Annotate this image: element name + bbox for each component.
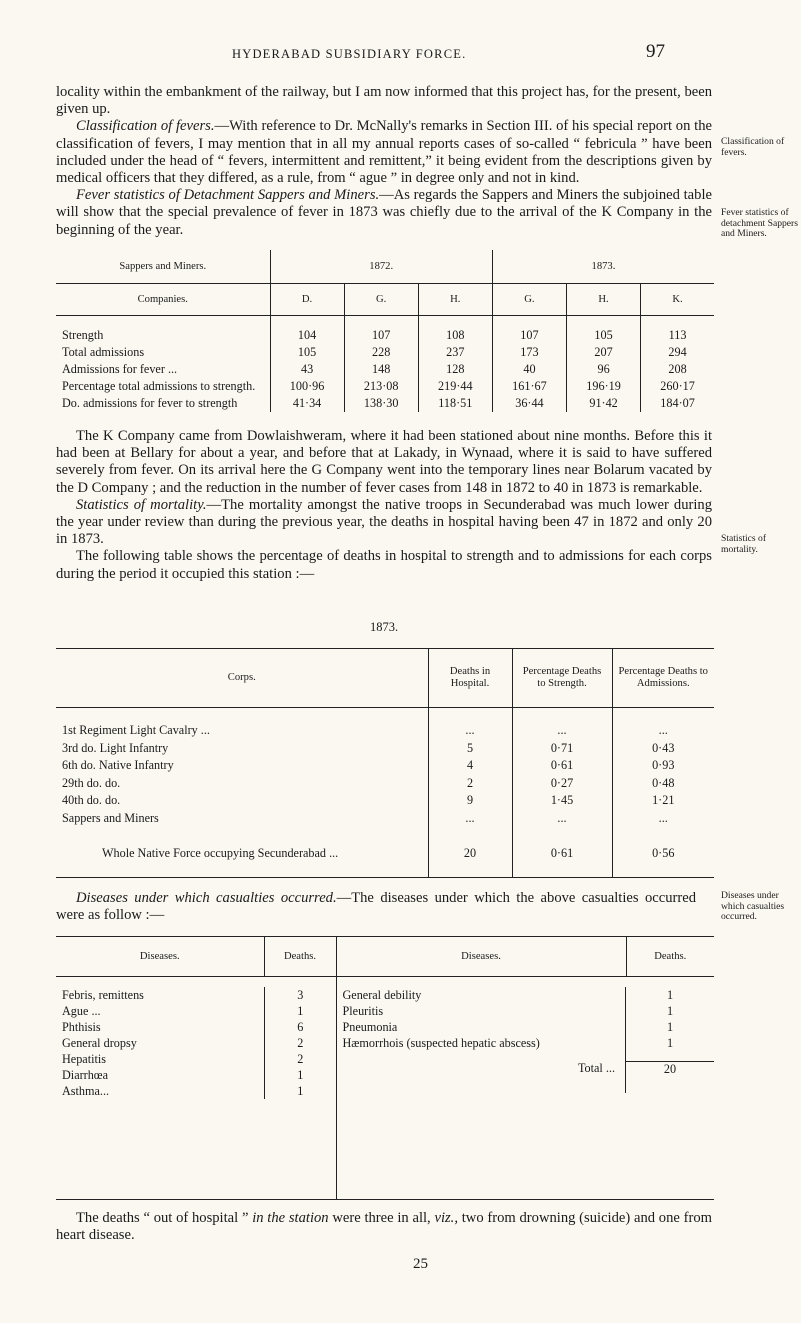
table-row xyxy=(56,774,714,792)
table-row xyxy=(56,756,714,774)
row-value: 118·51 xyxy=(418,395,492,412)
margin-note-fever-stats: Fever statistics of detachment Sappers and Miners. xyxy=(721,207,798,239)
companies-label: Companies. xyxy=(56,284,270,316)
disease-name: Asthma... xyxy=(62,1084,110,1098)
row-value: 196·19 xyxy=(567,378,641,395)
header-title: HYDERABAD SUBSIDIARY FORCE. xyxy=(232,47,467,61)
col-deaths-right: Deaths. xyxy=(626,937,714,977)
cell-corps: 29th do. do. xyxy=(62,775,121,790)
paragraph-text: —As regards the Sappers and Miners the subjoined table will show that the special prevalence of fever in 1873 was chiefly due to the arrival of the K Company in the beginning of the year. xyxy=(56,187,712,238)
row-value: 228 xyxy=(344,344,418,361)
disease-name: General debility xyxy=(342,988,422,1002)
disease-deaths: 1 xyxy=(265,1083,336,1099)
disease-deaths: 2 xyxy=(265,1051,336,1067)
cell-deaths: 5 xyxy=(428,739,512,757)
row-value: 260·17 xyxy=(641,378,714,395)
diseases-total: 20 xyxy=(626,1061,715,1077)
disease-name: Ague ... xyxy=(62,1004,101,1018)
row-label: Admissions for fever ... xyxy=(62,362,178,377)
year-1873: 1873. xyxy=(492,250,714,284)
disease-deaths: 1 xyxy=(265,1003,336,1019)
cell-corps: 3rd do. Light Infantry xyxy=(62,740,169,755)
paragraph-text: —The mortality amongst the native troops in Secunderabad was much lower during the year under review than during the previous year, the deaths in hospital having been 47 in 1872 and only 20 in 1873. xyxy=(56,496,713,548)
diseases-table xyxy=(56,936,714,1200)
row-value: 207 xyxy=(567,344,641,361)
disease-name: Phthisis xyxy=(62,1020,101,1034)
paragraph-mortality xyxy=(56,497,712,549)
table-row xyxy=(56,316,714,344)
table-row xyxy=(56,395,714,412)
row-value: 219·44 xyxy=(418,378,492,395)
row-value: 105 xyxy=(270,344,344,361)
diseases-left-cell xyxy=(56,977,336,1200)
body-block-4 xyxy=(56,1210,712,1244)
cell-strength: 1·45 xyxy=(512,791,612,809)
diseases-right xyxy=(337,987,715,1093)
cell-strength: 0·71 xyxy=(512,739,612,757)
disease-row xyxy=(337,1019,715,1035)
diseases-left xyxy=(56,987,336,1099)
row-label: Total admissions xyxy=(62,345,145,360)
margin-note-mortality: Statistics of mortality. xyxy=(721,533,767,555)
disease-row xyxy=(56,1035,336,1051)
table-row xyxy=(56,708,714,739)
year-1872: 1872. xyxy=(270,250,492,284)
row-value: 36·44 xyxy=(492,395,566,412)
table-row xyxy=(56,739,714,757)
cell-deaths: 9 xyxy=(428,791,512,809)
total-strength: 0·61 xyxy=(512,827,612,878)
table-row xyxy=(56,378,714,395)
paragraph-lead: Classification of fevers. xyxy=(76,118,215,135)
row-label: Strength xyxy=(62,328,104,343)
paragraph-diseases xyxy=(56,890,696,924)
disease-row xyxy=(337,1003,715,1019)
cell-corps: 1st Regiment Light Cavalry ... xyxy=(62,722,210,737)
disease-deaths: 1 xyxy=(626,987,715,1003)
disease-row xyxy=(56,1003,336,1019)
row-value: 128 xyxy=(418,361,492,378)
table-row xyxy=(56,809,714,827)
col-corps: Corps. xyxy=(56,649,428,708)
col-disease-right: Diseases. xyxy=(336,937,626,977)
disease-row xyxy=(56,1051,336,1067)
cell-admissions: 0·48 xyxy=(612,774,714,792)
row-value: 40 xyxy=(492,361,566,378)
disease-name: Hæmorrhois (suspected hepatic abscess) xyxy=(342,1036,540,1050)
col-pct-admissions: Percentage Deaths to Admissions. xyxy=(612,649,714,708)
cell-deaths: 4 xyxy=(428,756,512,774)
row-value: 148 xyxy=(344,361,418,378)
row-value: 104 xyxy=(270,316,344,344)
row-label: Do. admissions for fever to strength xyxy=(62,396,238,411)
disease-name: General dropsy xyxy=(62,1036,137,1050)
col-disease-left: Diseases. xyxy=(56,937,264,977)
table-caption: 1873. xyxy=(370,620,399,634)
text-c: were three in all, xyxy=(332,1210,431,1226)
disease-deaths: 2 xyxy=(265,1035,336,1051)
company-header: G. xyxy=(344,284,418,316)
body-block-3 xyxy=(56,890,696,924)
cell-deaths: 2 xyxy=(428,774,512,792)
text-d: viz., xyxy=(434,1210,458,1226)
disease-name: Pleuritis xyxy=(342,1004,384,1018)
row-value: 43 xyxy=(270,361,344,378)
mortality-table xyxy=(56,648,714,878)
signature-mark: 25 xyxy=(413,1256,428,1272)
table-row xyxy=(56,361,714,378)
row-value: 108 xyxy=(418,316,492,344)
diseases-total-label: Total ... xyxy=(577,1061,615,1076)
disease-deaths: 1 xyxy=(626,1035,715,1051)
disease-row xyxy=(56,987,336,1003)
paragraph-classification xyxy=(56,118,712,187)
row-value: 91·42 xyxy=(567,395,641,412)
cell-deaths: ... xyxy=(428,708,512,739)
disease-row xyxy=(56,1019,336,1035)
disease-row xyxy=(337,987,715,1003)
row-value: 41·34 xyxy=(270,395,344,412)
row-value: 113 xyxy=(641,316,714,344)
disease-name: Diarrhœa xyxy=(62,1068,109,1082)
disease-name: Febris, remittens xyxy=(62,988,144,1002)
cell-deaths: ... xyxy=(428,809,512,827)
row-value: 294 xyxy=(641,344,714,361)
disease-deaths: 6 xyxy=(265,1019,336,1035)
cell-corps: 40th do. do. xyxy=(62,793,121,808)
paragraph-out-of-hospital xyxy=(56,1210,712,1244)
table-head: Sappers and Miners. xyxy=(56,250,270,284)
table-row xyxy=(56,791,714,809)
total-corps: Whole Native Force occupying Secunderabad ... xyxy=(56,827,428,878)
company-header: H. xyxy=(567,284,641,316)
paragraph-text: —The diseases under which the above casualties occurred were as follow :— xyxy=(56,890,696,924)
paragraph-1: locality within the embankment of the railway, but I am now informed that this project has, for the present, been given up. xyxy=(56,84,712,118)
disease-row xyxy=(56,1083,336,1099)
total-deaths: 20 xyxy=(428,827,512,878)
cell-strength: 0·61 xyxy=(512,756,612,774)
total-row xyxy=(56,827,714,878)
row-value: 100·96 xyxy=(270,378,344,395)
disease-row xyxy=(337,1035,715,1051)
cell-corps: 6th do. Native Infantry xyxy=(62,758,174,773)
disease-deaths: 3 xyxy=(265,987,336,1003)
paragraph-following-table: The following table shows the percentage of deaths in hospital to strength and to admissions for each corps during the period it occupied this station :— xyxy=(56,548,712,582)
running-header xyxy=(0,41,801,65)
diseases-right-cell xyxy=(336,977,714,1200)
disease-row xyxy=(56,1067,336,1083)
paragraph-lead: Statistics of mortality. xyxy=(76,496,207,513)
row-value: 105 xyxy=(567,316,641,344)
margin-note-classification: Classification of fevers. xyxy=(721,136,785,158)
row-value: 208 xyxy=(641,361,714,378)
page-number: 97 xyxy=(646,41,665,62)
cell-corps: Sappers and Miners xyxy=(62,810,159,825)
col-deaths: Deaths in Hospital. xyxy=(428,649,512,708)
cell-admissions: ... xyxy=(612,809,714,827)
row-value: 184·07 xyxy=(641,395,714,412)
cell-admissions: 1·21 xyxy=(612,791,714,809)
company-header: G. xyxy=(492,284,566,316)
total-admissions: 0·56 xyxy=(612,827,714,878)
row-value: 107 xyxy=(492,316,566,344)
cell-admissions: ... xyxy=(612,708,714,739)
row-value: 173 xyxy=(492,344,566,361)
row-value: 107 xyxy=(344,316,418,344)
row-value: 213·08 xyxy=(344,378,418,395)
body-block-2 xyxy=(56,428,712,583)
table-row xyxy=(56,344,714,361)
row-label: Percentage total admissions to strength. xyxy=(62,379,256,394)
body-block-1 xyxy=(56,84,712,239)
paragraph-lead: Fever statistics of Detachment Sappers and Miners. xyxy=(76,187,380,204)
cell-strength: 0·27 xyxy=(512,774,612,792)
row-value: 96 xyxy=(567,361,641,378)
paragraph-lead: Diseases under which casualties occurred. xyxy=(76,890,337,906)
cell-admissions: 0·43 xyxy=(612,739,714,757)
col-deaths-left: Deaths. xyxy=(264,937,336,977)
text-a: The deaths “ out of hospital ” xyxy=(76,1210,249,1226)
margin-note-diseases: Diseases under which casualties occurred. xyxy=(721,890,785,922)
cell-admissions: 0·93 xyxy=(612,756,714,774)
disease-name: Hepatitis xyxy=(62,1052,107,1066)
text-b: in the station xyxy=(252,1210,329,1226)
disease-deaths: 1 xyxy=(265,1067,336,1083)
row-value: 237 xyxy=(418,344,492,361)
company-header: D. xyxy=(270,284,344,316)
company-header: H. xyxy=(418,284,492,316)
cell-strength: ... xyxy=(512,809,612,827)
sappers-table xyxy=(56,250,714,412)
text-e: two from drowning (suicide) and one from heart disease. xyxy=(56,1210,712,1244)
paragraph-fever-stats xyxy=(56,187,712,239)
disease-deaths: 1 xyxy=(626,1019,715,1035)
paragraph-k-company: The K Company came from Dowlaishweram, where it had been stationed about nine months. Before this it had been at Bellary for about a year, and before that at Lakady, in Wynaad, where it is said to have suffered severely from fever. On its arrival here the G Company went into the temporary lines near Bolarum vacated by the D Company ; and the reduction in the number of fever cases from 148 in 1872 to 40 in 1873 is remarkable. xyxy=(56,428,712,496)
company-header: K. xyxy=(641,284,714,316)
col-pct-strength: Percentage Deaths to Strength. xyxy=(512,649,612,708)
row-value: 138·30 xyxy=(344,395,418,412)
paragraph-text: —With reference to Dr. McNally's remarks in Section III. of his special report on the classification of fevers, I may mention that in all my annual reports cases of so-called “ febricula ” have been included under the head of “ fevers, intermittent and remittent,” it being evident from the descriptions given by medical officers that they differed, as a rule, from “ ague ” in degree only and not in kind. xyxy=(56,118,712,187)
disease-name: Pneumonia xyxy=(342,1020,398,1034)
disease-deaths: 1 xyxy=(626,1003,715,1019)
row-value: 161·67 xyxy=(492,378,566,395)
cell-strength: ... xyxy=(512,708,612,739)
